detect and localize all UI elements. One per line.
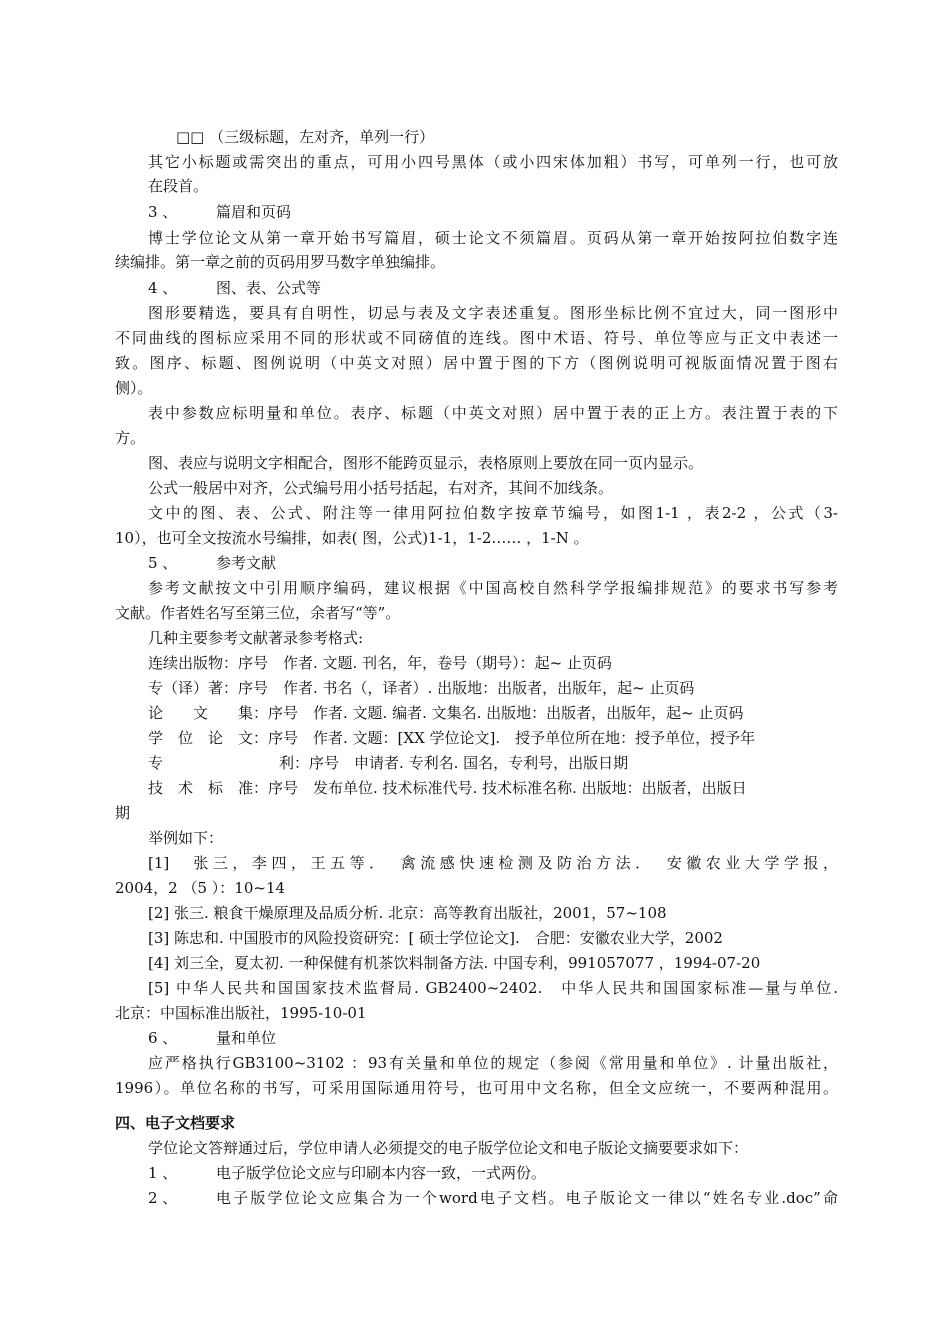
paragraph-line: 10），也可全文按流水号编排，如表( 图，公式)1-1，1-2…… ，1-N 。	[115, 529, 589, 547]
format-line	[148, 651, 612, 675]
format-text: 序号 作者. 书名（，译者）. 出版地：出版者，出版年，起~ 止页码	[238, 679, 695, 697]
format-text: 序号 作者. 文题. 编者. 文集名. 出版地：出版者，出版年，起~ 止页码	[268, 704, 744, 722]
format-line	[148, 776, 747, 800]
reference-line: [3] 陈忠和. 中国股市的风险投资研究：[ 硕士学位论文]. 合肥：安徽农业大学，2002	[148, 929, 723, 947]
paragraph-line: 其它小标题或需突出的重点，可用小四号黑体（或小四宋体加粗）书写，可单列一行，也可放	[148, 153, 838, 171]
paragraph-line: 续编排。第一章之前的页码用罗马数字单独编排。	[115, 253, 446, 271]
paragraph-line: 表中参数应标明量和单位。表序、标题（中英文对照）居中置于表的正上方。表注置于表的下	[148, 404, 838, 422]
section-title: 参考文献	[216, 554, 277, 572]
paragraph-line: 不同曲线的图标应采用不同的形状或不同磅值的连线。图中术语、符号、单位等应与正文中表述一	[115, 329, 838, 347]
paragraph-line: 侧）。	[115, 379, 153, 397]
third-level-heading-note: □□ （三级标题，左对齐，单列一行）	[176, 128, 435, 146]
format-text: 序号 作者. 文题. 刊名，年，卷号（期号）：起~ 止页码	[238, 654, 612, 672]
paragraph-line: 应严格执行GB3100~3102 ：93有关量和单位的规定（参阅《常用量和单位》. 计量出版社，	[148, 1054, 838, 1072]
reference-line: [2] 张三. 粮食干燥原理及品质分析. 北京：高等教育出版社，2001，57~108	[148, 904, 667, 922]
section-title: 篇眉和页码	[216, 203, 292, 221]
section-number: 6 、	[148, 1029, 178, 1047]
section-number: 3 、	[148, 203, 178, 221]
paragraph-line: 文献。作者姓名写至第三位，余者写“等”。	[115, 604, 401, 622]
paragraph-line: 公式一般居中对齐，公式编号用小括号括起，右对齐，其间不加线条。	[148, 479, 614, 497]
format-text: 序号 发布单位. 技术标准代号. 技术标准名称. 出版地：出版者，出版日	[268, 779, 747, 797]
list-item-text: 电子版学位论文应与印刷本内容一致，一式两份。	[216, 1164, 547, 1182]
section-number: 5 、	[148, 554, 178, 572]
paragraph-line: 1996）。单位名称的书写，可采用国际通用符号，也可用中文名称，但全文应统一，不要两种混用。	[115, 1079, 838, 1097]
format-line	[148, 726, 755, 750]
format-line	[148, 701, 744, 725]
paragraph-line: 在段首。	[148, 177, 209, 195]
paragraph-line: 参考文献按文中引用顺序编码，建议根据《中国高校自然科学学报编排规范》的要求书写参考	[148, 579, 838, 597]
list-number: 2 、	[148, 1189, 178, 1207]
paragraph-line: 举例如下：	[148, 829, 224, 847]
format-label: 专（译）著：	[148, 679, 239, 697]
paragraph-line: 文中的图、表、公式、附注等一律用阿拉伯数字按章节编号，如图1-1 ，表2-2 ，公式（3-	[148, 504, 838, 522]
paragraph-line: 致。图序、标题、图例说明（中英文对照）居中置于图的下方（图例说明可视版面情况置于图右	[115, 354, 838, 372]
reference-line: [4] 刘三全，夏太初. 一种保健有机茶饮料制备方法. 中国专利，991057077 ，1994-07-20	[148, 954, 761, 972]
list-item-text: 电子版学位论文应集合为一个word电子文档。电子版论文一律以“姓名专业.doc”命	[216, 1189, 838, 1207]
paragraph-line: 博士学位论文从第一章开始书写篇眉，硕士论文不须篇眉。页码从第一章开始按阿拉伯数字连	[148, 229, 838, 247]
section-title: 量和单位	[216, 1029, 277, 1047]
format-text: 序号 作者. 文题：[XX 学位论文]. 授予单位所在地：授予单位，授予年	[268, 729, 756, 747]
paragraph-line: 期	[115, 804, 131, 822]
chapter-heading: 四、电子文档要求	[115, 1114, 236, 1132]
format-label: 利：	[279, 754, 310, 772]
paragraph-line: 几种主要参考文献著录参考格式:	[148, 629, 364, 647]
paragraph-line: 方。	[115, 429, 146, 447]
format-line	[148, 676, 694, 700]
format-label: 技 术 标 准：	[148, 779, 269, 797]
paragraph-line: 图、表应与说明文字相配合，图形不能跨页显示，表格原则上要放在同一页内显示。	[148, 454, 704, 472]
reference-line: 2004，2 （5 ）：10~14	[115, 879, 286, 897]
reference-line: [1] 张三，李四，王五等． 禽流感快速检测及防治方法． 安徽农业大学学报，	[148, 854, 838, 872]
section-title: 图、表、公式等	[216, 279, 322, 297]
paragraph-line: 图形要精选，要具有自明性，切忌与表及文字表述重复。图形坐标比例不宜过大，同一图形中	[148, 304, 838, 322]
paragraph-line: 学位论文答辩通过后，学位申请人必须提交的电子版学位论文和电子版论文摘要要求如下：	[148, 1139, 749, 1157]
format-label: 专	[148, 754, 164, 772]
section-number: 4 、	[148, 279, 178, 297]
list-number: 1 、	[148, 1164, 178, 1182]
reference-line: 北京：中国标准出版社，1995-10-01	[115, 1004, 367, 1022]
format-text: 序号 申请者. 专利名. 国名，专利号，出版日期	[309, 754, 629, 772]
reference-line: [5] 中华人民共和国国家技术监督局. GB2400~2402. 中华人民共和国国家标准—量与单位.	[148, 979, 838, 997]
format-label: 学 位 论 文：	[148, 729, 269, 747]
format-line	[148, 751, 628, 775]
format-label: 连续出版物：	[148, 654, 239, 672]
format-label: 论 文 集：	[148, 704, 269, 722]
